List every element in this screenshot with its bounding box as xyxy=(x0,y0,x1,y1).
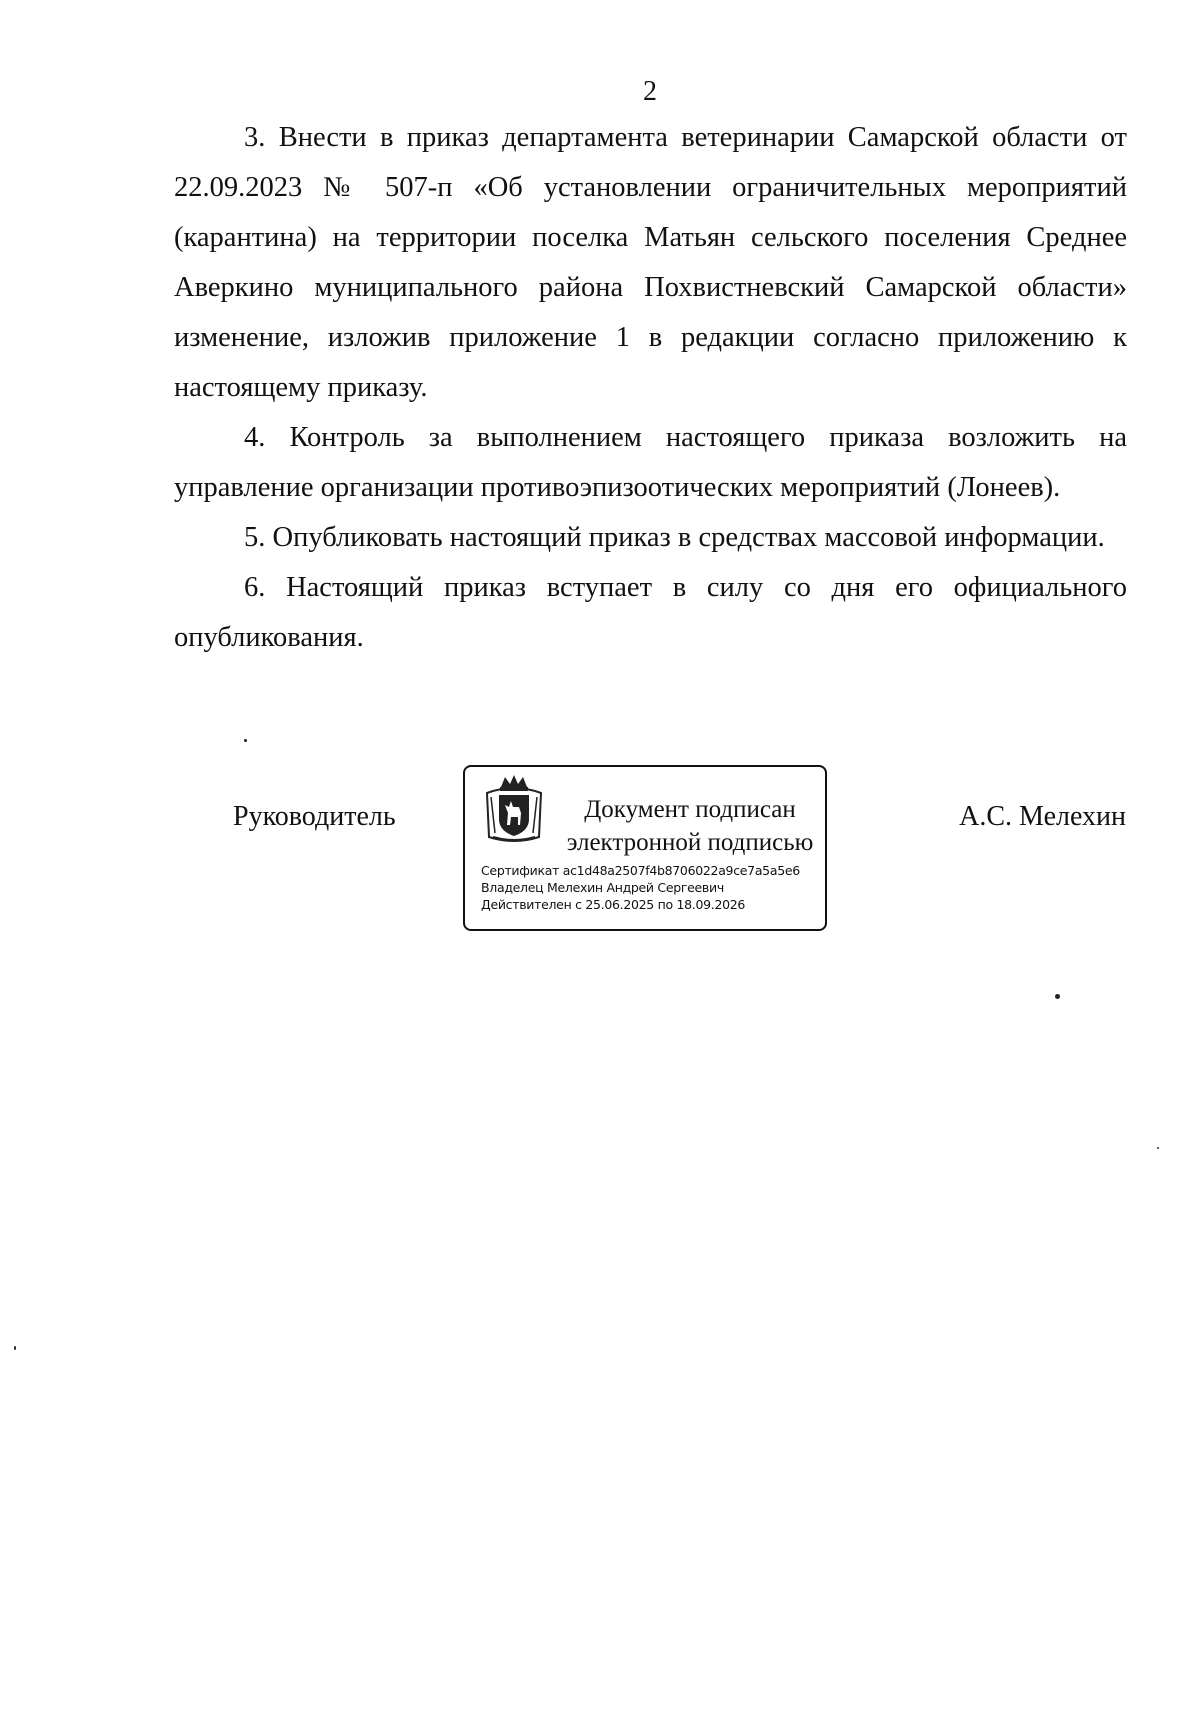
scan-speck xyxy=(1055,994,1060,999)
scan-speck xyxy=(14,1346,16,1350)
paragraph-3: 3. Внести в приказ департамента ветеринарии Самарской области от 22.09.2023 № 507-п «Об установлении ограничительных мероприятий (карантина) на территории поселка Матьян сельского поселения Среднее Аверкино муниципального района Похвистневский Самарской области» изменение, изложив приложение 1 в редакции согласно приложению к настоящему приказу. xyxy=(174,122,1127,403)
signer-position: Руководитель xyxy=(233,801,396,832)
electronic-signature-stamp xyxy=(463,765,827,931)
scan-speck xyxy=(1157,1147,1159,1149)
paragraph-6: 6. Настоящий приказ вступает в силу со дня его официального опубликования. xyxy=(174,572,1127,653)
signature-block xyxy=(0,765,1200,940)
paragraph-5: 5. Опубликовать настоящий приказ в средствах массовой информации. xyxy=(244,522,1105,553)
stamp-title-line-1: Документ подписан xyxy=(584,796,796,823)
stamp-details xyxy=(481,862,800,913)
stamp-title-line-2: электронной подписью xyxy=(566,829,814,856)
coat-of-arms-icon xyxy=(483,773,545,845)
stamp-validity: Действителен с 25.06.2025 по 18.09.2026 xyxy=(481,897,746,912)
stamp-owner: Владелец Мелехин Андрей Сергеевич xyxy=(481,880,724,895)
signer-name: А.С. Мелехин xyxy=(959,801,1126,832)
document-body xyxy=(174,113,1127,663)
page-number: 2 xyxy=(643,76,657,107)
paragraph-4: 4. Контроль за выполнением настоящего приказа возложить на управление организации противоэпизоотических мероприятий (Лонеев). xyxy=(174,422,1127,503)
scan-speck xyxy=(244,739,247,742)
stamp-title xyxy=(565,793,815,859)
stamp-certificate: Сертификат ac1d48a2507f4b8706022a9ce7a5a5e6 xyxy=(481,863,800,878)
